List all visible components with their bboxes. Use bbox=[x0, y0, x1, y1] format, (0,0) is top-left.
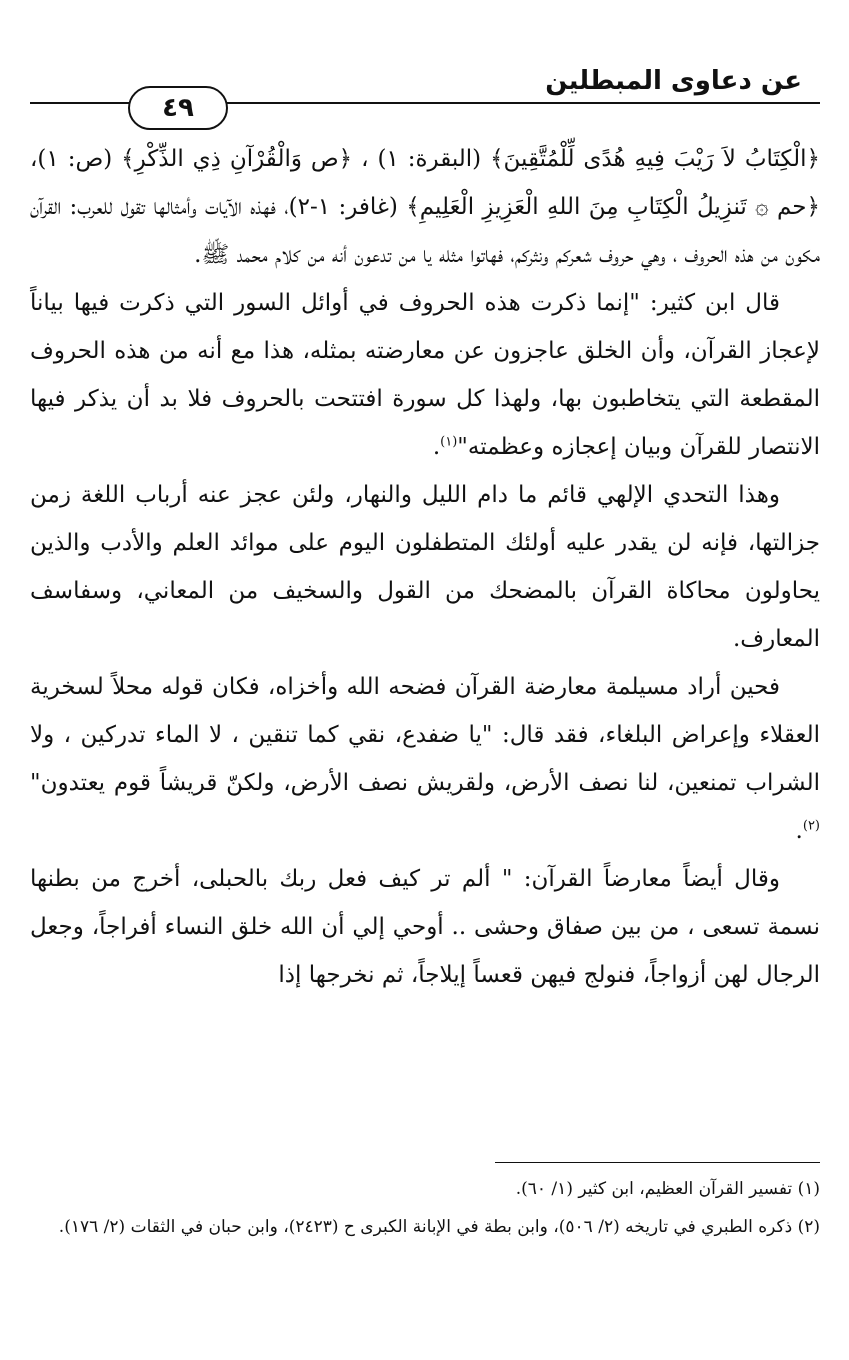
body-text bbox=[30, 135, 820, 999]
footnote-reference[interactable]: (٢) bbox=[802, 818, 820, 834]
running-header-title: عن دعاوى المبطلين bbox=[545, 66, 802, 96]
footnote: (٢) ذكره الطبري في تاريخه (٢/ ٥٠٦)، وابن بطة في الإبانة الكبرى ح (٢٤٢٣)، وابن حبان في الثقات (٢/ ١٧٦). bbox=[58, 1217, 820, 1237]
body-paragraph: وهذا التحدي الإلهي قائم ما دام الليل والنهار، ولئن عجز عنه أرباب اللغة زمن جزالتها، فإنه لن يقدر عليه أولئك المتطفلون اليوم على موائد العلم والأدب والذين يحاولون محاكاة القرآن بالمضحك من القول والسخيف من المعاني، وسفاسف المعارف. bbox=[30, 482, 820, 652]
footnotes bbox=[30, 1170, 820, 1246]
body-paragraph: ﴿الْكِتَابُ لاَ رَيْبَ فِيهِ هُدًى لِّلْمُتَّقِينَ﴾ (البقرة: ١) ، ﴿ص وَالْقُرْآنِ ذِي الذِّكْرِ﴾ (ص: ١)، ﴿حم ۞ تَنزِيلُ الْكِتَابِ مِنَ اللهِ الْعَزِيزِ الْعَلِيمِ﴾ (غافر: ١-٢)، فهذه الآيات وأمثالها تقول للعرب: القرآن مكون من هذه الحروف ، وهي حروف شعركم ونثركم، فهاتوا مثله يا من تدعون أنه من كلام محمد ﷺ. bbox=[30, 146, 820, 268]
body-paragraph: وقال أيضاً معارضاً القرآن: " ألم تر كيف فعل ربك بالحبلى، أخرج من بطنها نسمة تسعى ، من بين صفاق وحشى .. أوحي إلي أن الله خلق النساء أفراجاً، وجعل الرجال لهن أزواجاً، فنولج فيهن قعساً إيلاجاً، ثم نخرجها إذا bbox=[30, 866, 820, 988]
quote-text: فحين أراد مسيلمة معارضة القرآن فضحه الله وأخزاه، فكان قوله محلاً لسخرية العقلاء وإعراض البلغاء، فقد قال: "يا ضفدع، نقي كما تنقين ، لا الماء تدركين ، ولا الشراب تمنعين، لنا نصف الأرض، ولقريش نصف الأرض، ولكنّ قريشاً قوم يعتدون" bbox=[30, 674, 820, 796]
quote-text: قال ابن كثير: "إنما ذكرت هذه الحروف في أوائل السور التي ذكرت فيها بياناً لإعجاز القرآن، وأن الخلق عاجزون عن معارضته بمثله، هذا مع أنه من هذه الحروف المقطعة التي يتخاطبون بها، ولهذا كل سورة افتتحت بالحروف فلا بد أن يذكر فيها الانتصار للقرآن وبيان إعجازه وعظمته" bbox=[30, 290, 820, 460]
footnote: (١) تفسير القرآن العظيم، ابن كثير (١/ ٦٠). bbox=[515, 1179, 820, 1199]
body-paragraph: فحين أراد مسيلمة معارضة القرآن فضحه الله وأخزاه، فكان قوله محلاً لسخرية العقلاء وإعراض البلغاء، فقد قال: "يا ضفدع، نقي كما تنقين ، لا الماء تدركين ، ولا الشراب تمنعين، لنا نصف الأرض، ولقريش نصف الأرض، ولكنّ قريشاً قوم يعتدون"$^{(٢)}$. bbox=[30, 674, 820, 844]
body-paragraph: قال ابن كثير: "إنما ذكرت هذه الحروف في أوائل السور التي ذكرت فيها بياناً لإعجاز القرآن، وأن الخلق عاجزون عن معارضته بمثله، هذا مع أنه من هذه الحروف المقطعة التي يتخاطبون بها، ولهذا كل سورة افتتحت بالحروف فلا بد أن يذكر فيها الانتصار للقرآن وبيان إعجازه وعظمته"$^{(١)}$. bbox=[30, 290, 820, 460]
footnote-separator bbox=[495, 1162, 820, 1163]
footnote-reference[interactable]: (١) bbox=[440, 434, 458, 450]
page-number: ٤٩ bbox=[128, 86, 228, 130]
